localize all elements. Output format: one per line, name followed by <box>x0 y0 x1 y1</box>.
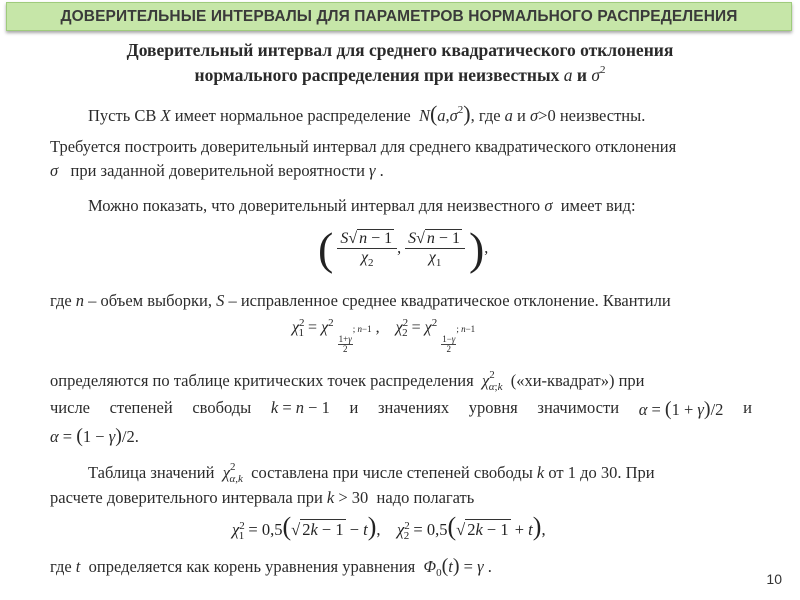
paragraph-4: где n – объем выборки, S – исправленное среднее квадратическое отклонение. Квантили <box>50 291 671 310</box>
quantiles-formula: $\chi^2_1 = \chi^2$ $\frac{1+\gamma}{2}$ ; n−1 , $\chi^2_2 = \chi^2$ $\frac{1-\gamma}{2}$ ; n−1 <box>292 317 476 354</box>
section-heading-line2: нормального распределения при неизвестных a и $\sigma^2$ <box>194 64 606 85</box>
paragraph-2-line1: Требуется построить доверительный интервал для среднего квадратического отклонения <box>50 137 677 156</box>
paragraph-5-line1: определяются по таблице критических точек распределения $\chi^2_{\alpha;k}$ («хи-квадрат») при <box>50 369 645 393</box>
section-heading-line1: Доверительный интервал для среднего квадратического отклонения <box>126 40 674 60</box>
confidence-interval-formula: ( $\frac{S√ n - 1}{\chi_2}$ , $\frac{S√ n - 1}{\chi_1}$ ), <box>318 223 489 274</box>
paragraph-3: Можно показать, что доверительный интервал для неизвестного σ имеет вид: <box>88 196 636 215</box>
paragraph-5-line3: α = (1 − γ)/2. <box>50 425 139 447</box>
paragraph-6-line1: Таблица значений $\chi^2_{\alpha,k}$ составлена при числе степеней свободы k от 1 до 30. При <box>88 461 655 485</box>
paragraph-6-line3: где t определяется как корень уравнения уравнения $\Phi_0(t) = \gamma$ . <box>50 555 492 579</box>
paragraph-1: Пусть СВ X имеет нормальное распределение $N(a,\sigma^2)$, где a и σ>0 неизвестны. <box>88 101 646 126</box>
slide-title-bar <box>6 2 792 31</box>
slide-title: ДОВЕРИТЕЛЬНЫЕ ИНТЕРВАЛЫ ДЛЯ ПАРАМЕТРОВ НОРМАЛЬНОГО РАСПРЕДЕЛЕНИЯ <box>60 7 738 25</box>
page-number: 10 <box>766 571 782 587</box>
paragraph-5-line2: числе степеней свободы k = n − 1 и значениях уровня значимости α = (1 + γ)/2 и <box>50 398 752 420</box>
paragraph-2-line2: σ при заданной доверительной вероятности γ . <box>50 161 384 180</box>
paragraph-6-line2: расчете доверительного интервала при k > 30 надо полагать <box>50 488 475 507</box>
large-k-formula: $\chi^2_1 = 0,5(√$ 2k − 1 − t), $\chi^2_2 = 0,5(√$ 2k − 1 + t), <box>232 512 546 542</box>
